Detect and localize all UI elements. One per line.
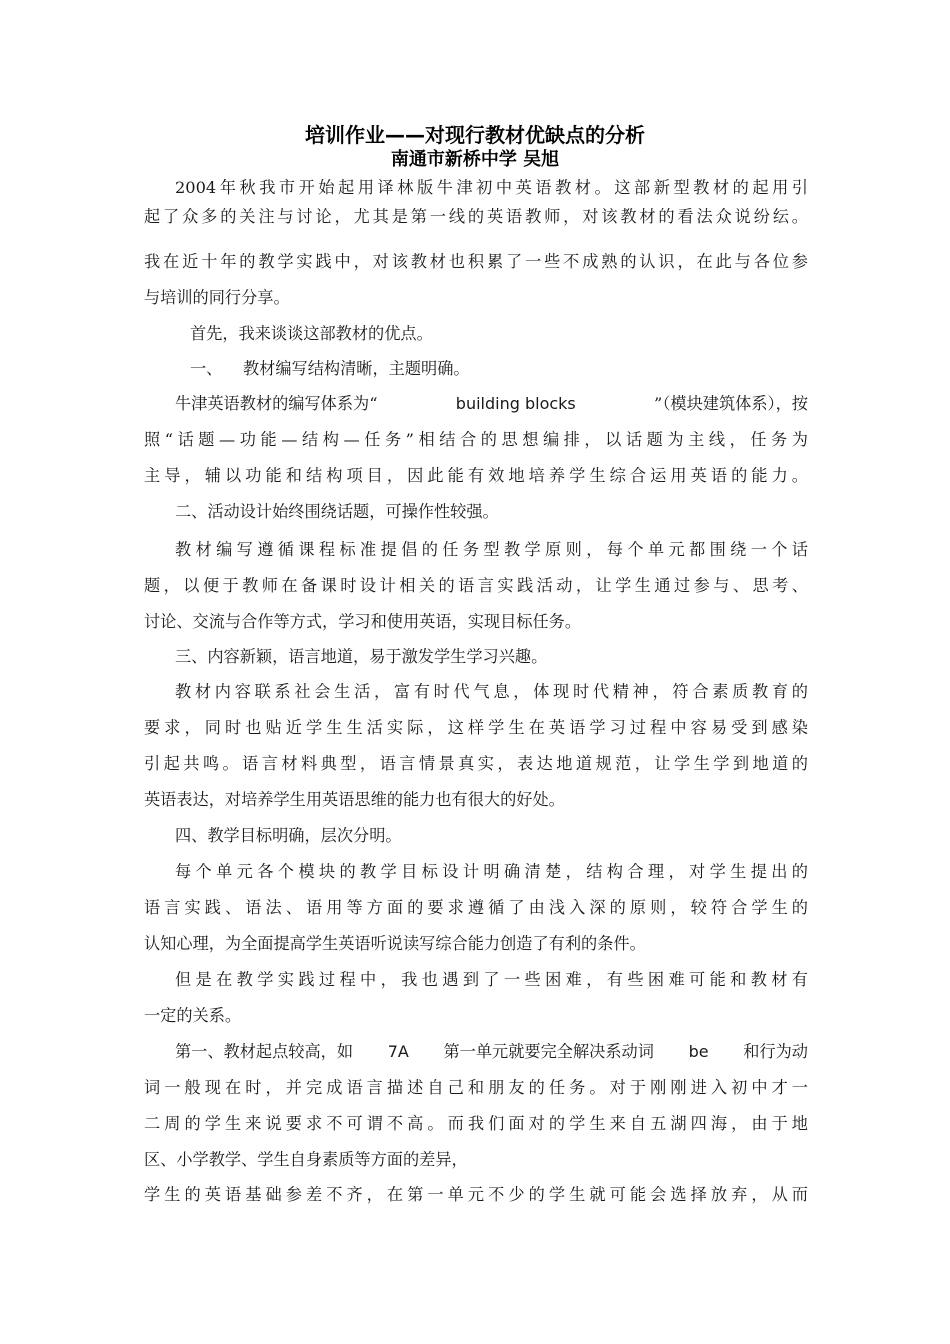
paragraph-line: 我在近十年的教学实践中，对该教材也积累了一些不成熟的认识，在此与各位参 xyxy=(144,252,808,271)
paragraph-line: 起了众多的关注与讨论，尤其是第一线的英语教师，对该教材的看法众说纷纭。 xyxy=(144,207,808,226)
document-title: 培训作业——对现行教材优缺点的分析 xyxy=(305,123,645,147)
paragraph-line: 引起共鸣。语言材料典型，语言情景真实，表达地道规范，让学生学到地道的 xyxy=(144,754,808,773)
section-heading: 二、活动设计始终围绕话题，可操作性较强。 xyxy=(175,502,499,521)
paragraph-line: 每个单元各个模块的教学目标设计明确清楚，结构合理，对学生提出的 xyxy=(175,862,808,881)
text-segment: 第一单元就要完全解决系动词 xyxy=(443,1042,654,1061)
paragraph-line: 教材编写遵循课程标准提倡的任务型教学原则，每个单元都围绕一个话 xyxy=(175,540,808,559)
text-segment-english: 7A xyxy=(387,1042,409,1061)
text-segment: 和行为动 xyxy=(743,1042,808,1061)
paragraph-line: 教材内容联系社会生活，富有时代气息，体现时代精神，符合素质教育的 xyxy=(175,682,808,701)
text-segment-english: be xyxy=(688,1042,709,1061)
paragraph-line xyxy=(175,392,808,416)
paragraph-line: 认知心理，为全面提高学生英语听说读写综合能力创造了有利的条件。 xyxy=(144,934,646,953)
paragraph-line: 要求，同时也贴近学生生活实际，这样学生在英语学习过程中容易受到感染 xyxy=(144,718,808,737)
section-heading: 三、内容新颖，语言地道，易于激发学生学习兴趣。 xyxy=(175,647,548,666)
paragraph-line: 二周的学生来说要求不可谓不高。而我们面对的学生来自五湖四海，由于地 xyxy=(144,1114,808,1133)
paragraph-line: 学生的英语基础参差不齐，在第一单元不少的学生就可能会选择放弃，从而 xyxy=(144,1185,808,1204)
paragraph-line: 但是在教学实践过程中，我也遇到了一些困难，有些困难可能和教材有 xyxy=(175,970,808,989)
paragraph-line: 区、小学教学、学生自身素质等方面的差异， xyxy=(144,1150,468,1169)
paragraph-line: 一定的关系。 xyxy=(144,1006,242,1025)
paragraph-line: 主导，辅以功能和结构项目，因此能有效地培养学生综合运用英语的能力。 xyxy=(144,466,808,485)
text-segment: 第一、教材起点较高，如 xyxy=(175,1042,354,1061)
section-heading: 四、教学目标明确，层次分明。 xyxy=(175,826,402,845)
paragraph-line: 2004年秋我市开始起用译林版牛津初中英语教材。这部新型教材的起用引 xyxy=(175,178,808,197)
paragraph-line: 与培训的同行分享。 xyxy=(144,288,290,307)
section-heading: 一、 教材编写结构清晰，主题明确。 xyxy=(190,359,470,378)
text-segment: ”（模块建筑体系），按 xyxy=(654,394,808,413)
paragraph-line: 语言实践、语法、语用等方面的要求遵循了由浅入深的原则，较符合学生的 xyxy=(144,898,808,917)
paragraph-line xyxy=(175,1040,808,1064)
text-segment-english: building blocks xyxy=(455,394,576,413)
paragraph-line: 照“话题—功能—结构—任务”相结合的思想编排，以话题为主线，任务为 xyxy=(144,430,808,449)
paragraph-line: 首先，我来谈谈这部教材的优点。 xyxy=(190,324,433,343)
text-segment: 牛津英语教材的编写体系为“ xyxy=(175,394,378,413)
paragraph-line: 词一般现在时，并完成语言描述自己和朋友的任务。对于刚刚进入初中才一 xyxy=(144,1078,808,1097)
author-line: 南通市新桥中学 吴旭 xyxy=(390,149,560,170)
paragraph-line: 英语表达，对培养学生用英语思维的能力也有很大的好处。 xyxy=(144,790,565,809)
paragraph-line: 讨论、交流与合作等方式，学习和使用英语，实现目标任务。 xyxy=(144,612,582,631)
paragraph-line: 题，以便于教师在备课时设计相关的语言实践活动，让学生通过参与、思考、 xyxy=(144,576,808,595)
